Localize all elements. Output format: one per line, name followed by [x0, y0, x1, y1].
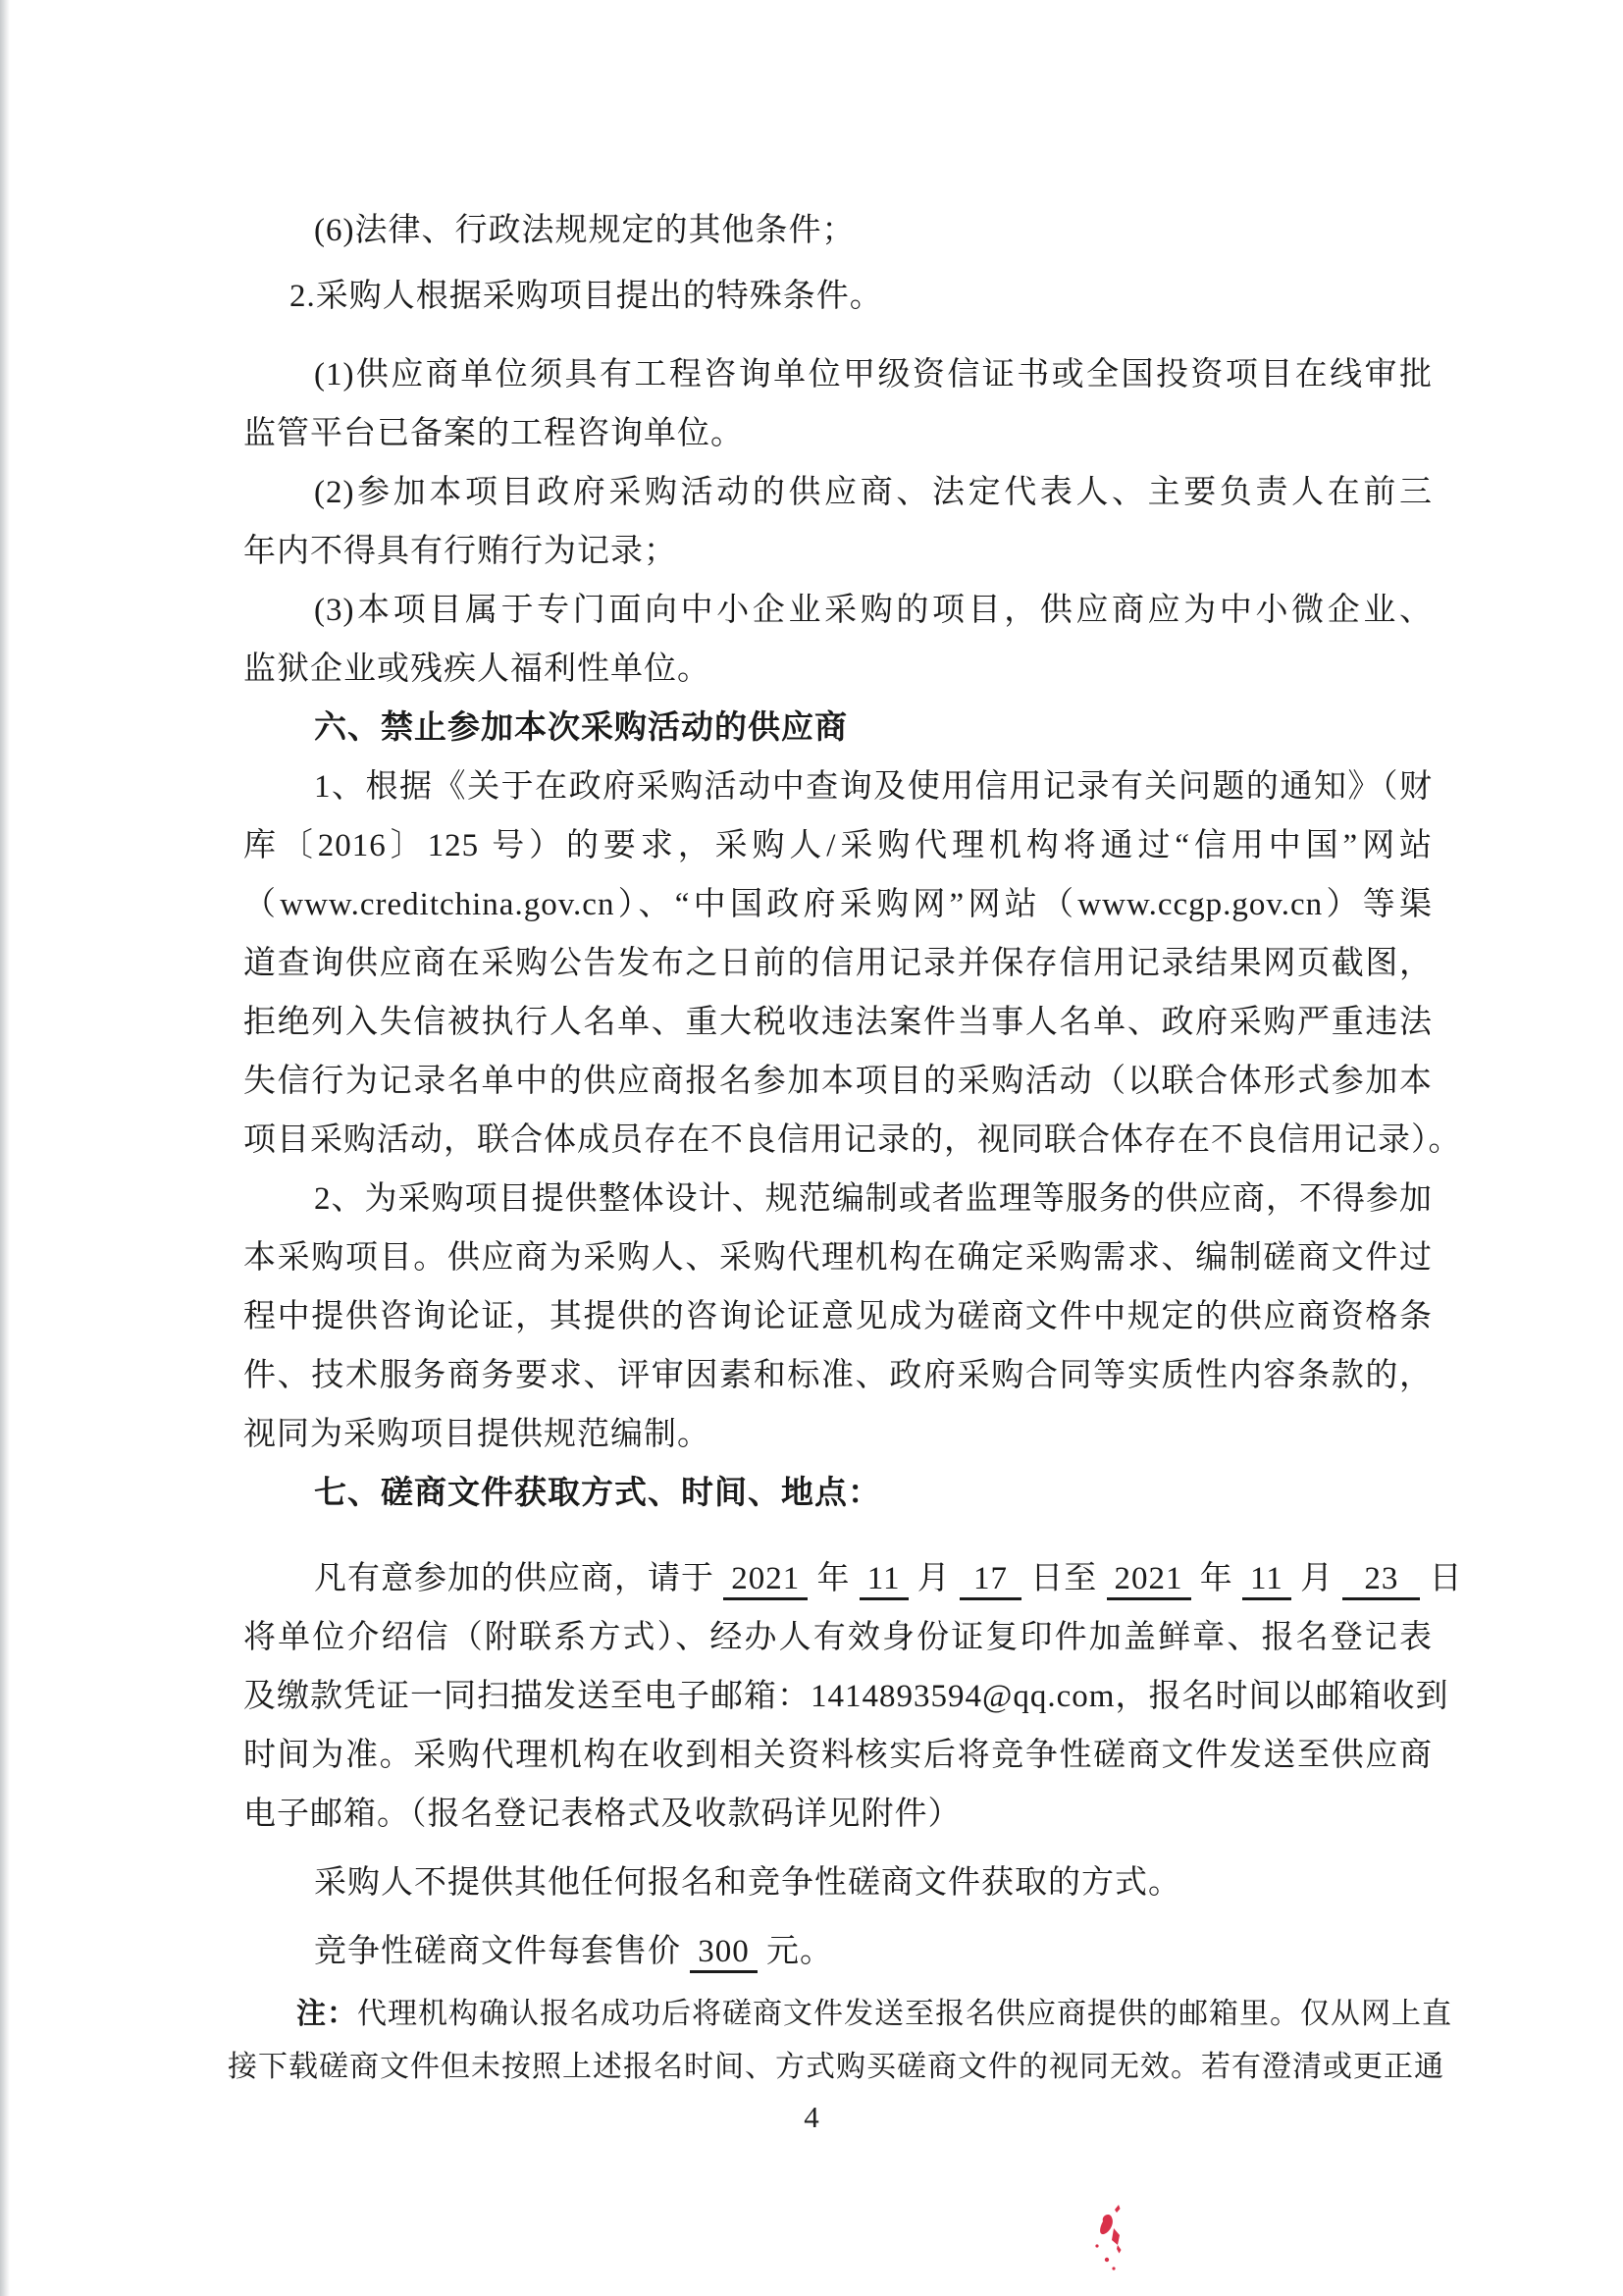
- month-unit-2: 月: [1300, 1561, 1335, 1596]
- price-line-suffix: 元。: [766, 1934, 833, 1969]
- red-ink-mark: [1087, 2202, 1134, 2278]
- registration-materials-line-3: 时间为准。采购代理机构在收到相关资料核实后将竞争性磋商文件发送至供应商: [243, 1738, 1433, 1773]
- note-text-1: 代理机构确认报名成功后将磋商文件发送至报名供应商提供的邮箱里。仅从网上直: [357, 1998, 1452, 2030]
- year-unit: 年: [816, 1561, 851, 1596]
- registration-materials-line-4: 电子邮箱。（报名登记表格式及收款码详见附件）: [243, 1797, 962, 1832]
- special-condition-2-line-2: 年内不得具有行贿行为记录；: [243, 534, 677, 569]
- start-month-value: 11: [860, 1561, 909, 1600]
- special-condition-1-line-2: 监管平台已备案的工程咨询单位。: [243, 416, 744, 451]
- day-unit-2: 日: [1429, 1561, 1463, 1596]
- section-6-item-2-line-2: 本采购项目。供应商为采购人、采购代理机构在确定采购需求、编制磋商文件过: [243, 1240, 1433, 1276]
- section-6-item-1-line-6: 失信行为记录名单中的供应商报名参加本项目的采购活动（以联合体形式参加本: [243, 1064, 1433, 1099]
- start-day-value: 17: [960, 1561, 1021, 1600]
- clause-2-special-conditions: 2.采购人根据采购项目提出的特殊条件。: [289, 279, 883, 314]
- year-unit-2: 年: [1199, 1561, 1233, 1596]
- note-label: 注：: [296, 1998, 357, 2030]
- section-6-item-1-line-7: 项目采购活动，联合体成员存在不良信用记录的，视同联合体存在不良信用记录）。: [243, 1122, 1462, 1158]
- note-line-2: 接下载磋商文件但未按照上述报名时间、方式购买磋商文件的视同无效。若有澄清或更正通: [228, 2051, 1444, 2083]
- document-price-line: [243, 1922, 1433, 1981]
- date-line-prefix: 凡有意参加的供应商，请于: [314, 1561, 714, 1596]
- clause-6-other-conditions: (6)法律、行政法规规定的其他条件；: [314, 213, 856, 248]
- section-6-item-2-line-3: 程中提供咨询论证，其提供的咨询论证意见成为磋商文件中规定的供应商资格条: [243, 1299, 1433, 1334]
- registration-date-line: [243, 1549, 1463, 1608]
- section-6-item-1-line-1: 1、根据《关于在政府采购活动中查询及使用信用记录有关问题的通知》（财: [314, 769, 1433, 805]
- note-line-1: [228, 1988, 1452, 2041]
- agency-note: [228, 1988, 1452, 2094]
- page-content: [228, 201, 1463, 2094]
- section-6-item-2-line-5: 视同为采购项目提供规范编制。: [243, 1417, 710, 1452]
- special-condition-3-line-2: 监狱企业或残疾人福利性单位。: [243, 652, 710, 687]
- date-range-separator: 日至: [1030, 1561, 1098, 1596]
- end-year-value: 2021: [1107, 1561, 1191, 1600]
- page-number: 4: [804, 2100, 819, 2134]
- section-6-item-1-line-2: 库〔2016〕125 号）的要求，采购人/采购代理机构将通过“信用中国”网站: [243, 828, 1433, 863]
- price-line-prefix: 竞争性磋商文件每套售价: [314, 1934, 681, 1969]
- section-6-item-1-line-3: （www.creditchina.gov.cn）、“中国政府采购网”网站（www.ccgp.gov.cn）等渠: [243, 887, 1433, 922]
- special-condition-1-line-1: (1)供应商单位须具有工程咨询单位甲级资信证书或全国投资项目在线审批: [314, 357, 1433, 392]
- scan-edge-artifact: [0, 0, 10, 2296]
- section-6-heading: 六、禁止参加本次采购活动的供应商: [314, 710, 848, 746]
- section-7-heading: 七、磋商文件获取方式、时间、地点：: [314, 1476, 881, 1511]
- no-other-method-line: 采购人不提供其他任何报名和竞争性磋商文件获取的方式。: [314, 1865, 1181, 1901]
- month-unit: 月: [916, 1561, 951, 1596]
- price-value: 300: [690, 1934, 758, 1973]
- section-6-item-2-line-4: 件、技术服务商务要求、评审因素和标准、政府采购合同等实质性内容条款的，: [243, 1358, 1433, 1393]
- special-condition-2-line-1: (2)参加本项目政府采购活动的供应商、法定代表人、主要负责人在前三: [314, 475, 1433, 510]
- registration-materials-line-2: 及缴款凭证一同扫描发送至电子邮箱：1414893594@qq.com，报名时间以邮箱收到: [243, 1679, 1449, 1714]
- end-day-value: 23: [1342, 1561, 1420, 1600]
- section-6-item-2-line-1: 2、为采购项目提供整体设计、规范编制或者监理等服务的供应商，不得参加: [314, 1181, 1433, 1217]
- section-6-item-1-line-4: 道查询供应商在采购公告发布之日前的信用记录并保存信用记录结果网页截图，: [243, 946, 1433, 981]
- special-condition-3-line-1: (3)本项目属于专门面向中小企业采购的项目，供应商应为中小微企业、: [314, 593, 1433, 628]
- start-year-value: 2021: [723, 1561, 808, 1600]
- end-month-value: 11: [1242, 1561, 1291, 1600]
- section-6-item-1-line-5: 拒绝列入失信被执行人名单、重大税收违法案件当事人名单、政府采购严重违法: [243, 1005, 1433, 1040]
- registration-materials-line-1: 将单位介绍信（附联系方式）、经办人有效身份证复印件加盖鲜章、报名登记表: [243, 1620, 1433, 1655]
